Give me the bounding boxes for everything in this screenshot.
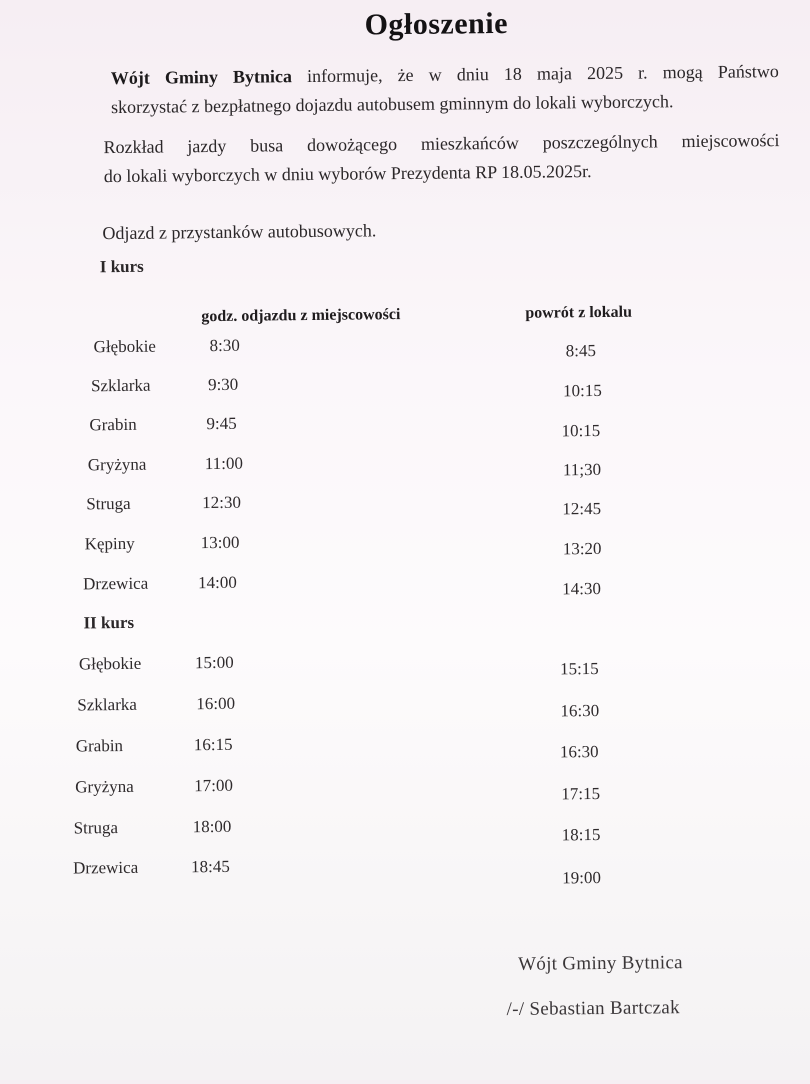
stop-name: Grabin xyxy=(89,414,137,435)
return-column-header: powrót z lokalu xyxy=(525,303,633,322)
return-time: 8:45 xyxy=(565,341,597,361)
course-2-label: II kurs xyxy=(83,612,135,633)
return-time: 15:15 xyxy=(559,659,599,679)
departure-time: 13:00 xyxy=(200,532,240,553)
intro-line-2: skorzystać z bezpłatnego dojazdu autobusem gminnym do lokali wyborczych. xyxy=(111,91,674,118)
schedule-intro-line-2: do lokali wyborczych w dniu wyborów Prezydenta RP 18.05.2025r. xyxy=(103,161,592,187)
signature-name: /-/ Sebastian Bartczak xyxy=(506,997,681,1020)
return-time: 14:30 xyxy=(562,578,602,599)
stop-name: Struga xyxy=(73,818,119,838)
signature-office: Wójt Gminy Bytnica xyxy=(517,952,683,975)
return-time: 13:20 xyxy=(562,538,602,559)
stop-name: Szklarka xyxy=(77,694,137,715)
departure-time: 14:00 xyxy=(197,572,237,593)
return-time: 10:15 xyxy=(561,420,601,441)
departure-time: 8:30 xyxy=(209,335,240,356)
departure-time: 15:00 xyxy=(194,652,234,673)
departure-time: 17:00 xyxy=(194,775,234,796)
return-time: 10:15 xyxy=(563,380,602,401)
stop-name: Gryżyna xyxy=(75,776,134,797)
departure-column-header: godz. odjazdu z miejscowości xyxy=(201,306,401,326)
return-time: 18:15 xyxy=(561,824,601,845)
intro-line-1-rest: informuje, że w dniu 18 maja 2025 r. mogą Państwo xyxy=(291,61,779,87)
stop-name: Głębokie xyxy=(78,653,142,674)
return-time: 16:30 xyxy=(559,742,599,762)
stop-name: Struga xyxy=(86,493,131,514)
departure-time: 18:00 xyxy=(192,816,232,837)
departure-time: 9:30 xyxy=(207,374,239,395)
intro-author: Wójt Gminy Bytnica xyxy=(110,66,293,89)
departure-time: 18:45 xyxy=(190,856,230,877)
schedule-intro-line-1: Rozkład jazdy busa dowożącego mieszkańców poszczególnych miejscowości xyxy=(103,130,780,158)
stop-name: Gryżyna xyxy=(87,454,147,475)
stop-name: Kępiny xyxy=(84,533,135,554)
departure-time: 9:45 xyxy=(206,413,237,434)
stop-name: Głębokie xyxy=(93,336,157,357)
schedule-intro-paragraph xyxy=(103,126,780,191)
stop-name: Szklarka xyxy=(90,375,151,396)
intro-paragraph xyxy=(111,57,780,122)
page-title: Ogłoszenie xyxy=(364,6,509,42)
departure-note: Odjazd z przystanków autobusowych. xyxy=(102,220,377,244)
intro-line-1 xyxy=(111,57,779,93)
return-time: 12:45 xyxy=(562,498,602,519)
stop-name: Drzewica xyxy=(82,573,149,594)
departure-time: 11:00 xyxy=(204,453,244,474)
departure-time: 16:00 xyxy=(196,693,236,714)
return-time: 11;30 xyxy=(562,459,602,480)
return-time: 17:15 xyxy=(561,784,601,804)
return-time: 16:30 xyxy=(560,701,600,721)
departure-time: 16:15 xyxy=(193,734,233,755)
departure-time: 12:30 xyxy=(202,492,242,513)
return-time: 19:00 xyxy=(562,867,602,888)
stop-name: Grabin xyxy=(75,735,124,756)
course-1-label: I kurs xyxy=(99,256,144,277)
stop-name: Drzewica xyxy=(72,857,139,878)
